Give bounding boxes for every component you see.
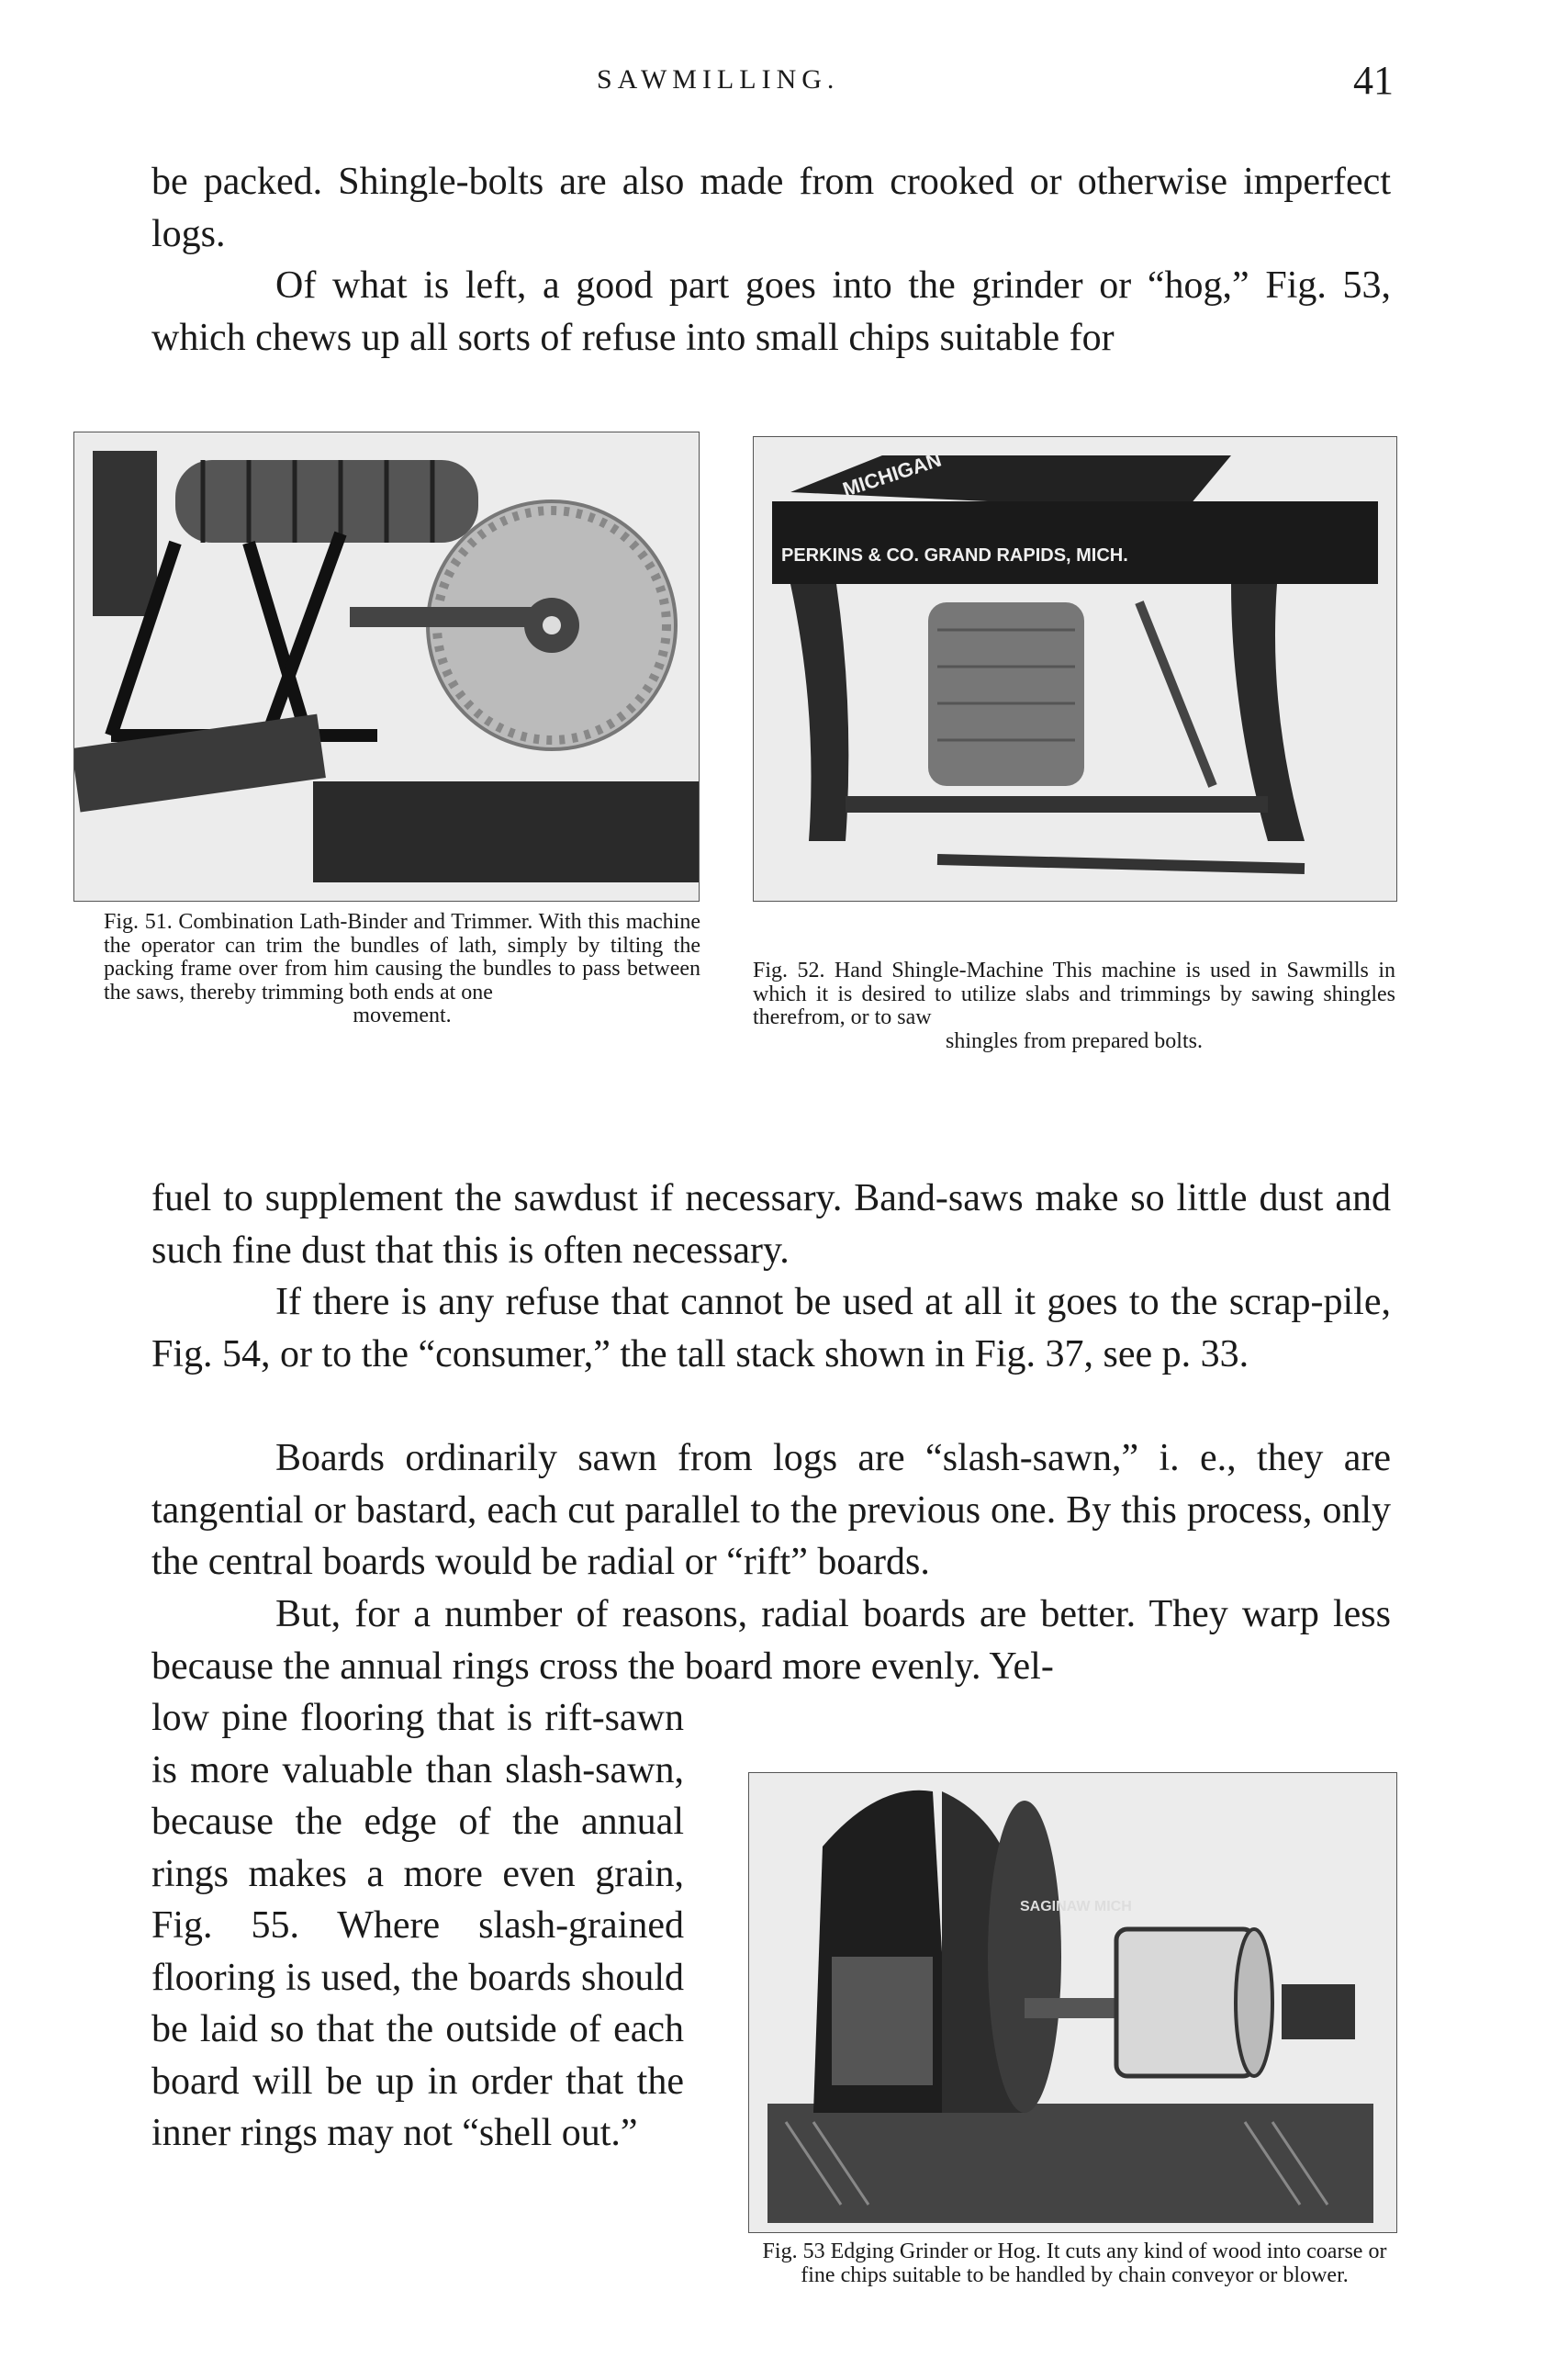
hog-grinder-drawing: [749, 1773, 1396, 2232]
figure-52-illustration: [753, 436, 1397, 902]
shingle-machine-drawing: [754, 437, 1396, 901]
figure-51-caption-end: movement.: [353, 1004, 452, 1027]
figure-51-caption-text: Fig. 51. Combination Lath-Binder and Trimmer. With this machine the operator can trim the bundles of lath, simply by tilting the packing frame over from him causing the bundles to pass between the saws, thereby trimming both ends at one: [104, 910, 700, 1005]
paragraph-4: If there is any refuse that cannot be used at all it goes to the scrap-pile, Fig. 54, or to the “consumer,” the tall stack shown in Fig. 37, see p. 33.: [151, 1281, 1391, 1375]
figure-52-caption: [753, 960, 1395, 1077]
figure-51-illustration: [73, 432, 700, 902]
page-number: 41: [1353, 58, 1394, 103]
running-head: SAWMILLING.: [597, 64, 840, 95]
paragraph-7: low pine flooring that is rift-sawn is more valuable than slash-sawn, because the edge of the annual rings makes a more even grain, Fig. 55. Where slash-grained flooring is used, the boards should be laid so that the outside of each board will be up in order that the inner rings may not “shell out.”: [151, 1697, 684, 2154]
figure-52-caption-end: shingles from prepared bolts.: [946, 1028, 1203, 1053]
paragraph-1: be packed. Shingle-bolts are also made from crooked or otherwise imperfect logs.: [151, 161, 1391, 255]
figure-53-caption: Fig. 53 Edging Grinder or Hog. It cuts any kind of wood into coarse or fine chips suitable to be handled by chain conveyor or blower.: [762, 2240, 1387, 2287]
page-header: [0, 44, 1546, 127]
paragraph-6: But, for a number of reasons, radial boards are better. They warp less because the annual rings cross the board more evenly. Yel-: [151, 1593, 1391, 1688]
figure-52-caption-text: Fig. 52. Hand Shingle-Machine This machine is used in Sawmills in which it is desired to utilize slabs and trimmings by sawing shingles therefrom, or to saw: [753, 959, 1395, 1029]
figure-53-illustration: [748, 1772, 1397, 2233]
machine-brand-text: MICHIGAN: [839, 447, 945, 501]
lath-binder-drawing: [74, 432, 699, 901]
paragraph-5: Boards ordinarily sawn from logs are “slash-sawn,” i. e., they are tangential or bastard, each cut parallel to the previous one. By this process, only the central boards would be radial or “rift” boards.: [151, 1437, 1391, 1583]
grinder-maker-plate: SAGINAW MICH: [1020, 1899, 1132, 1914]
paragraph-2: Of what is left, a good part goes into the grinder or “hog,” Fig. 53, which chews up all sorts of refuse into small chips suitable for: [151, 264, 1391, 359]
machine-maker-plate: PERKINS & CO. GRAND RAPIDS, MICH.: [781, 545, 1128, 566]
paragraph-3: fuel to supplement the sawdust if necessary. Band-saws make so little dust and such fine dust that this is often necessary.: [151, 1177, 1391, 1272]
figure-51-caption: [104, 911, 700, 1051]
